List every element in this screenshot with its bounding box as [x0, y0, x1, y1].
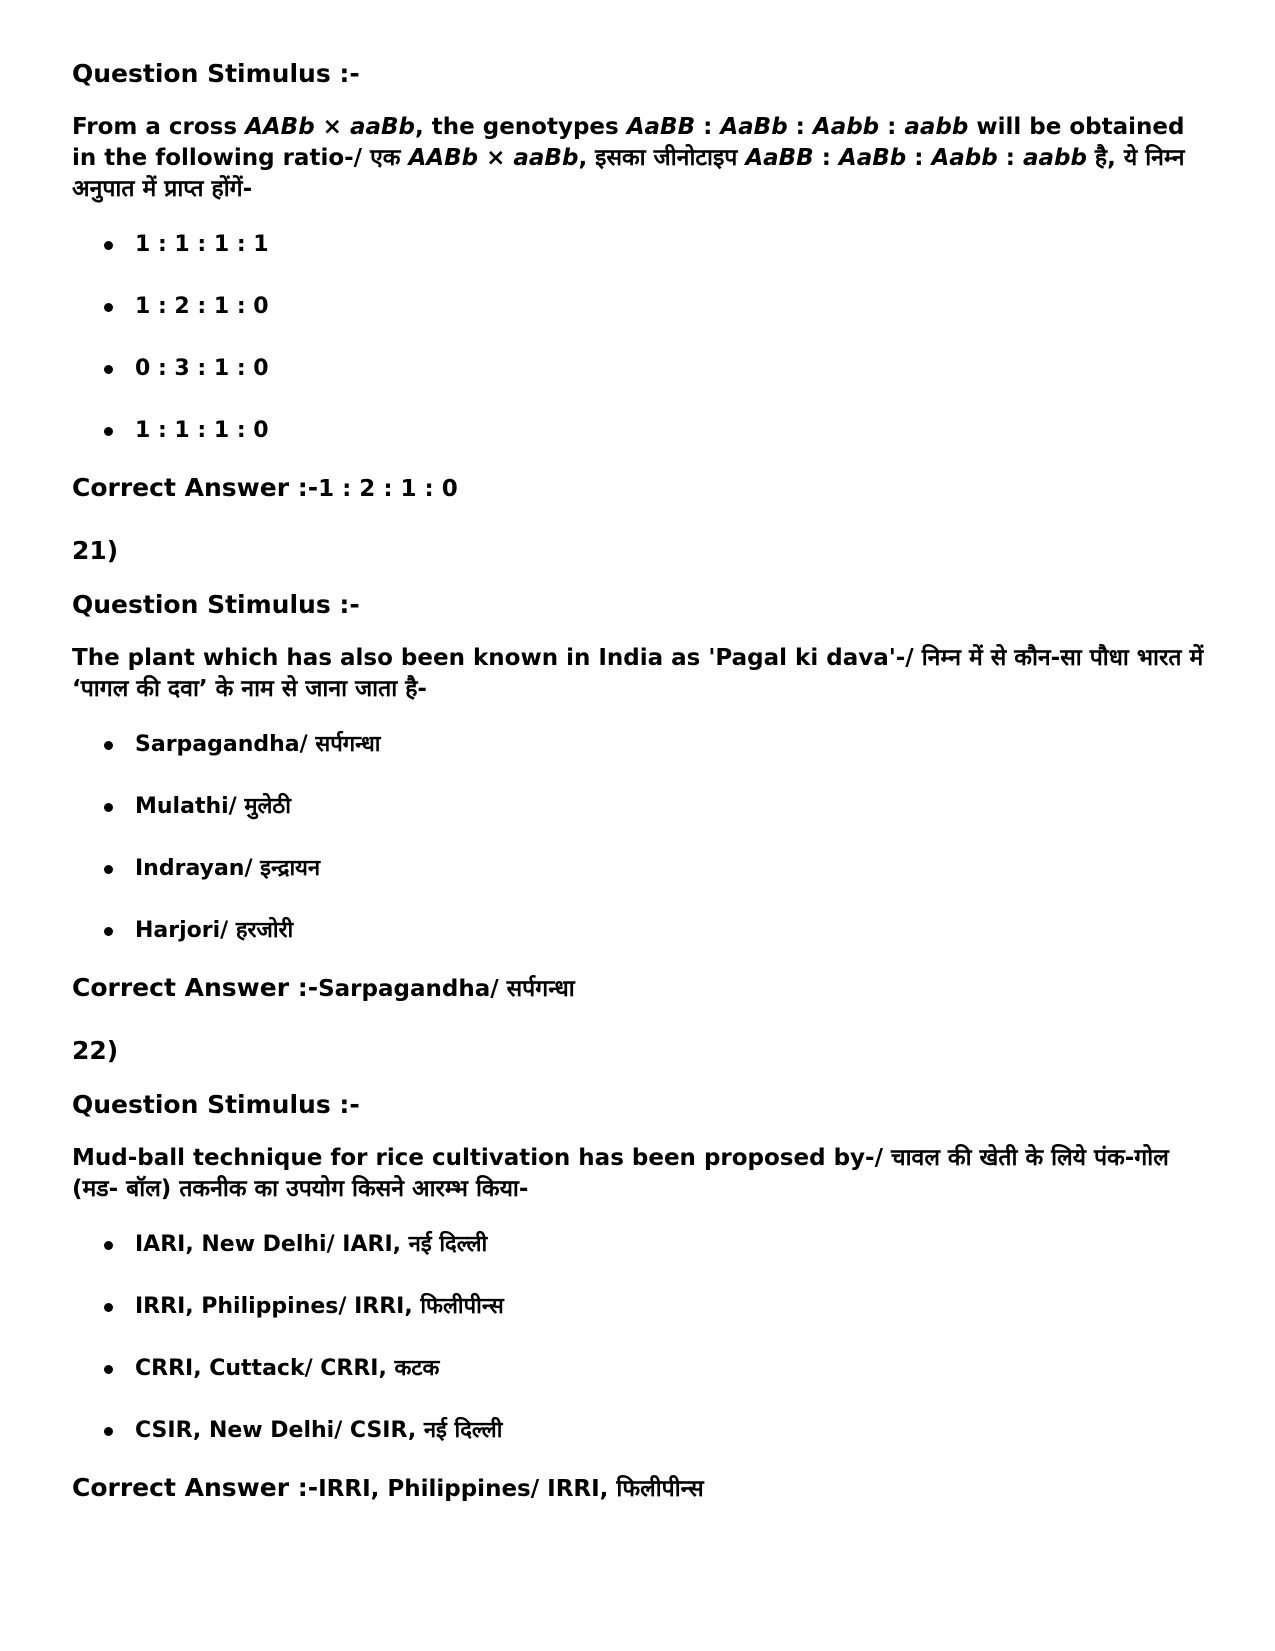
- option-item: [72, 1416, 1212, 1446]
- question-block-21: [72, 535, 1212, 1005]
- genotype-text: AABb: [245, 114, 315, 140]
- options-list: [72, 1230, 1212, 1446]
- options-list: [72, 730, 1212, 946]
- bullet-icon: [104, 865, 113, 874]
- question-text-run: From a cross: [72, 114, 246, 140]
- option-item: [72, 416, 1212, 446]
- genotype-text: AaBB: [626, 114, 696, 140]
- option-label: Sarpagandha/ सर्पगन्धा: [135, 732, 381, 757]
- correct-answer-value: Sarpagandha/ सर्पगन्धा: [318, 976, 575, 1002]
- genotype-text: aabb: [904, 114, 969, 140]
- option-label: IRRI, Philippines/ IRRI, फिलीपीन्स: [135, 1294, 504, 1319]
- genotype-text: AaBB: [745, 145, 814, 171]
- option-item: [72, 292, 1212, 322]
- genotype-text: AaBb: [838, 145, 907, 171]
- option-item: [72, 354, 1212, 384]
- question-stimulus-heading: Question Stimulus :-: [72, 1090, 360, 1119]
- question-text-run: The plant which has also been known in India as 'Pagal ki dava'-/ निम्न में से कौन-सा पौधा भारत में ‘पागल की दवा’ के नाम से जाना जाता है-: [72, 645, 1204, 702]
- document-page: [72, 58, 1212, 1505]
- question-text-run: :: [997, 145, 1023, 171]
- question-stimulus-heading: Question Stimulus :-: [72, 59, 360, 88]
- genotype-text: Aabb: [812, 114, 880, 140]
- option-item: [72, 1230, 1212, 1260]
- option-item: [72, 1292, 1212, 1322]
- question-number: 21): [72, 536, 119, 565]
- bullet-icon: [104, 1365, 113, 1374]
- question-block-22: [72, 1035, 1212, 1505]
- question-text-run: Mud-ball technique for rice cultivation has been proposed by-/ चावल की खेती के लिये पंक-गोल (मड- बॉल) तकनीक का उपयोग किसने आरम्भ किया-: [72, 1145, 1169, 1202]
- option-item: [72, 730, 1212, 760]
- option-item: [72, 916, 1212, 946]
- question-text-run: ×: [314, 114, 350, 140]
- correct-answer: [72, 1472, 1212, 1505]
- bullet-icon: [104, 1427, 113, 1436]
- question-text: [72, 643, 1212, 705]
- question-number: 22): [72, 1036, 119, 1065]
- question-text-run: ×: [478, 145, 514, 171]
- option-label: CRRI, Cuttack/ CRRI, कटक: [135, 1356, 440, 1381]
- bullet-icon: [104, 741, 113, 750]
- bullet-icon: [104, 303, 113, 312]
- genotype-text: AABb: [408, 145, 479, 171]
- option-label: 1 : 2 : 1 : 0: [135, 294, 269, 319]
- correct-answer-label: Correct Answer :-: [72, 473, 319, 502]
- bullet-icon: [104, 1241, 113, 1250]
- option-label: 1 : 1 : 1 : 1: [135, 232, 269, 257]
- option-item: [72, 854, 1212, 884]
- question-text-run: :: [813, 145, 839, 171]
- bullet-icon: [104, 927, 113, 936]
- question-block-20: [72, 58, 1212, 505]
- question-text-run: :: [906, 145, 932, 171]
- option-label: Mulathi/ मुलेठी: [135, 794, 291, 819]
- option-label: 1 : 1 : 1 : 0: [135, 418, 269, 443]
- correct-answer-label: Correct Answer :-: [72, 973, 319, 1002]
- option-item: [72, 792, 1212, 822]
- genotype-text: aaBb: [513, 145, 579, 171]
- correct-answer: [72, 472, 1212, 505]
- question-text: [72, 112, 1212, 205]
- correct-answer-label: Correct Answer :-: [72, 1473, 319, 1502]
- question-text-run: :: [879, 114, 905, 140]
- bullet-icon: [104, 241, 113, 250]
- option-label: IARI, New Delhi/ IARI, नई दिल्ली: [135, 1232, 488, 1257]
- genotype-text: AaBb: [720, 114, 788, 140]
- question-text-run: , the genotypes: [415, 114, 627, 140]
- question-text-run: :: [787, 114, 813, 140]
- question-stimulus-heading: Question Stimulus :-: [72, 590, 360, 619]
- correct-answer-value: 1 : 2 : 1 : 0: [318, 476, 458, 502]
- question-text-run: :: [695, 114, 721, 140]
- bullet-icon: [104, 427, 113, 436]
- question-text-run: will be obtained in the following ratio-/ एक: [72, 114, 1185, 171]
- option-label: 0 : 3 : 1 : 0: [135, 356, 269, 381]
- question-text-run: , इसका जीनोटाइप: [578, 145, 746, 171]
- question-text: [72, 1143, 1212, 1205]
- option-label: Harjori/ हरजोरी: [135, 918, 294, 943]
- option-label: CSIR, New Delhi/ CSIR, नई दिल्ली: [135, 1418, 503, 1443]
- options-list: [72, 230, 1212, 446]
- bullet-icon: [104, 1303, 113, 1312]
- correct-answer: [72, 972, 1212, 1005]
- bullet-icon: [104, 803, 113, 812]
- option-item: [72, 1354, 1212, 1384]
- bullet-icon: [104, 365, 113, 374]
- genotype-text: aaBb: [349, 114, 416, 140]
- option-item: [72, 230, 1212, 260]
- correct-answer-value: IRRI, Philippines/ IRRI, फिलीपीन्स: [318, 1476, 704, 1502]
- option-label: Indrayan/ इन्द्रायन: [135, 856, 321, 881]
- genotype-text: aabb: [1022, 145, 1087, 171]
- genotype-text: Aabb: [931, 145, 998, 171]
- question-text-run: है, ये निम्न अनुपात में प्राप्त होंगें-: [72, 145, 1185, 202]
